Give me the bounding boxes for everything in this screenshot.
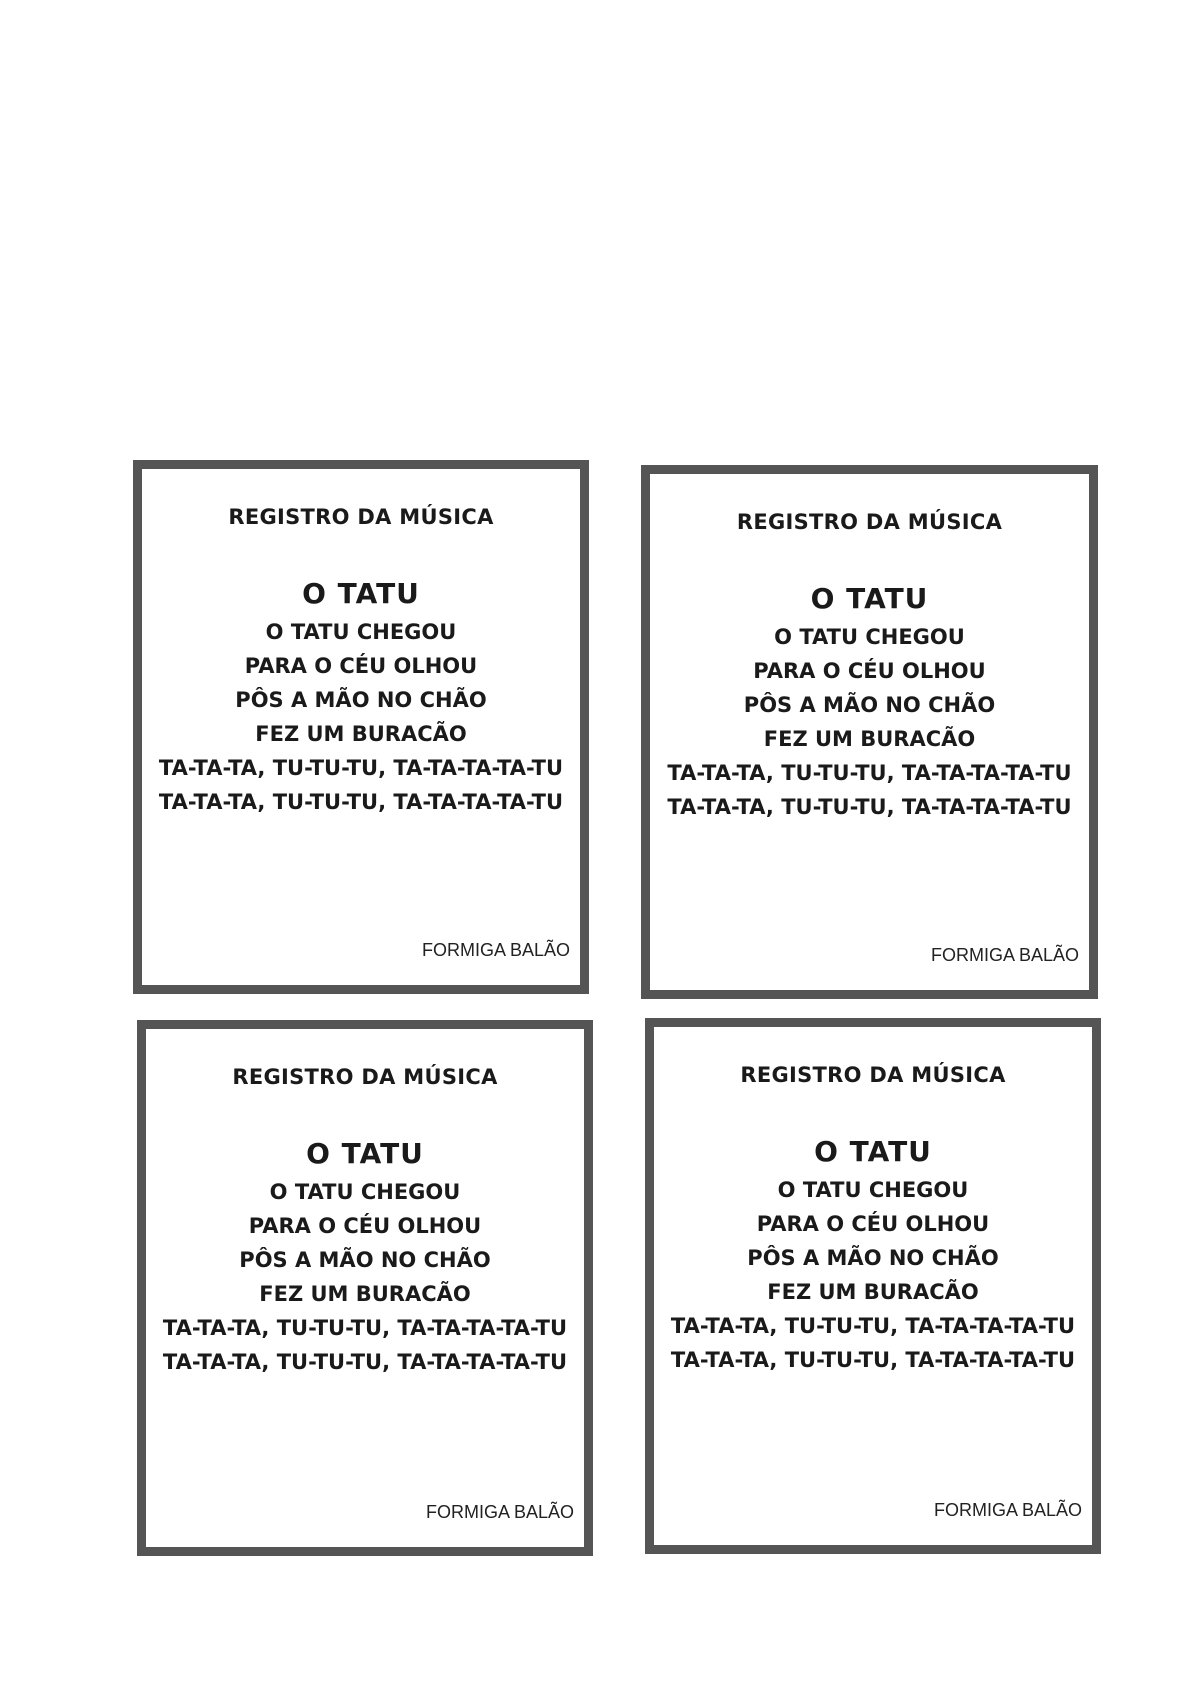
card-heading: REGISTRO DA MÚSICA <box>228 505 494 529</box>
lyric-line: TA-TA-TA, TU-TU-TU, TA-TA-TA-TA-TU <box>670 1348 1076 1372</box>
lyric-line: PARA O CÉU OLHOU <box>244 654 478 678</box>
lyric-line: PÔS A MÃO NO CHÃO <box>239 1248 491 1272</box>
lyric-line: PARA O CÉU OLHOU <box>248 1214 482 1238</box>
lyric-line: FEZ UM BURACÃO <box>255 722 467 746</box>
lyric-line: TA-TA-TA, TU-TU-TU, TA-TA-TA-TA-TU <box>162 1350 568 1374</box>
song-lyrics <box>666 1173 1080 1377</box>
lyric-line: TA-TA-TA, TU-TU-TU, TA-TA-TA-TA-TU <box>162 1316 568 1340</box>
song-lyrics <box>662 620 1077 824</box>
song-title: O TATU <box>814 1135 932 1168</box>
song-lyrics <box>154 615 568 819</box>
lyric-line: PARA O CÉU OLHOU <box>753 659 986 683</box>
lyric-line: TA-TA-TA, TU-TU-TU, TA-TA-TA-TA-TU <box>158 756 564 780</box>
lyric-line: FEZ UM BURACÃO <box>259 1282 471 1306</box>
lyric-line: PÔS A MÃO NO CHÃO <box>743 693 996 717</box>
lyric-line: FEZ UM BURACÃO <box>763 727 976 751</box>
card-heading: REGISTRO DA MÚSICA <box>740 1063 1006 1087</box>
song-card-2 <box>641 465 1098 999</box>
lyric-line: O TATU CHEGOU <box>269 1180 461 1204</box>
lyric-line: O TATU CHEGOU <box>774 625 965 649</box>
song-card-3 <box>137 1020 593 1556</box>
lyric-line: PÔS A MÃO NO CHÃO <box>235 688 487 712</box>
song-lyrics <box>158 1175 572 1379</box>
song-title: O TATU <box>302 577 420 610</box>
lyric-line: FEZ UM BURACÃO <box>767 1280 979 1304</box>
song-author: FORMIGA BALÃO <box>425 1502 574 1522</box>
song-author: FORMIGA BALÃO <box>421 940 570 960</box>
song-title: O TATU <box>810 582 929 615</box>
song-author: FORMIGA BALÃO <box>930 945 1079 965</box>
lyric-line: TA-TA-TA, TU-TU-TU, TA-TA-TA-TA-TU <box>667 761 1072 785</box>
lyric-line: TA-TA-TA, TU-TU-TU, TA-TA-TA-TA-TU <box>158 790 564 814</box>
lyric-line: PARA O CÉU OLHOU <box>756 1212 990 1236</box>
song-card-1 <box>133 460 589 994</box>
song-card-4 <box>645 1018 1101 1554</box>
card-heading: REGISTRO DA MÚSICA <box>232 1065 498 1089</box>
card-heading: REGISTRO DA MÚSICA <box>736 510 1003 534</box>
song-author: FORMIGA BALÃO <box>933 1500 1082 1520</box>
lyric-line: O TATU CHEGOU <box>265 620 457 644</box>
lyric-line: TA-TA-TA, TU-TU-TU, TA-TA-TA-TA-TU <box>667 795 1072 819</box>
lyric-line: O TATU CHEGOU <box>777 1178 969 1202</box>
song-title: O TATU <box>306 1137 424 1170</box>
lyric-line: TA-TA-TA, TU-TU-TU, TA-TA-TA-TA-TU <box>670 1314 1076 1338</box>
lyric-line: PÔS A MÃO NO CHÃO <box>747 1246 999 1270</box>
